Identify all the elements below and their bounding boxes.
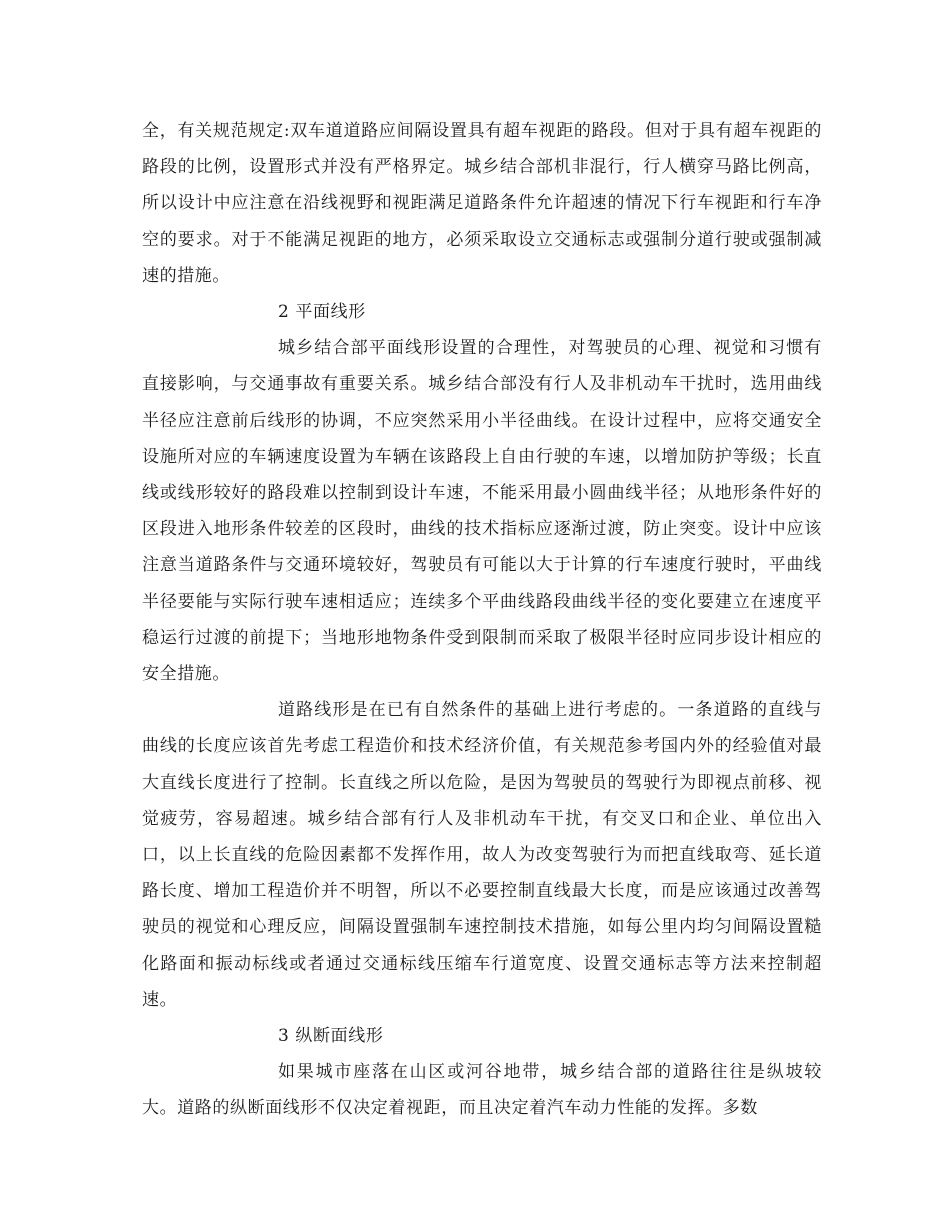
section-heading-plane-alignment: 2 平面线形: [278, 302, 366, 323]
paragraph-vertical-alignment: 如果城市座落在山区或河谷地带，城乡结合部的道路往往是纵坡较大。道路的纵断面线形不仅决定着视距，而且决定着汽车动力性能的发挥。多数: [142, 1062, 822, 1119]
paragraph-plane-alignment: 城乡结合部平面线形设置的合理性，对驾驶员的心理、视觉和习惯有直接影响，与交通事故有重要关系。城乡结合部没有行人及非机动车干扰时，选用曲线半径应注意前后线形的协调，不应突然采用小半径曲线。在设计过程中，应将交通安全设施所对应的车辆速度设置为车辆在该路段上自由行驶的车速，以增加防护等级；长直线或线形较好的路段难以控制到设计车速，不能采用最小圆曲线半径；从地形条件好的区段进入地形条件较差的区段时，曲线的技术指标应逐渐过渡，防止突变。设计中应该注意当道路条件与交通环境较好，驾驶员有可能以大于计算的行车速度行驶时，平曲线半径要能与实际行驶车速相适应；连续多个平曲线路段曲线半径的变化要建立在速度平稳运行过渡的前提下；当地形地物条件受到限制而采取了极限半径时应同步设计相应的安全措施。: [142, 338, 822, 685]
paragraph-straight-line: 道路线形是在已有自然条件的基础上进行考虑的。一条道路的直线与曲线的长度应该首先考虑工程造价和技术经济价值，有关规范参考国内外的经验值对最大直线长度进行了控制。长直线之所以危险，是因为驾驶员的驾驶行为即视点前移、视觉疲劳，容易超速。城乡结合部有行人及非机动车干扰，有交叉口和企业、单位出入口，以上长直线的危险因素都不发挥作用，故人为改变驾驶行为而把直线取弯、延长道路长度、增加工程造价并不明智，所以不必要控制直线最大长度，而是应该通过改善驾驶员的视觉和心理反应，间隔设置强制车速控制技术措施，如每公里内均匀间隔设置糙化路面和振动标线或者通过交通标线压缩车行道宽度、设置交通标志等方法来控制超速。: [142, 700, 822, 1010]
document-page: [142, 113, 822, 1127]
paragraph-sight-distance: 全，有关规范规定:双车道道路应间隔设置具有超车视距的路段。但对于具有超车视距的路段的比例，设置形式并没有严格界定。城乡结合部机非混行，行人横穿马路比例高，所以设计中应注意在沿线视野和视距满足道路条件允许超速的情况下行车视距和行车净空的要求。对于不能满足视距的地方，必须采取设立交通标志或强制分道行驶或强制减速的措施。: [142, 121, 822, 286]
section-heading-vertical-alignment: 3 纵断面线形: [278, 1026, 384, 1047]
